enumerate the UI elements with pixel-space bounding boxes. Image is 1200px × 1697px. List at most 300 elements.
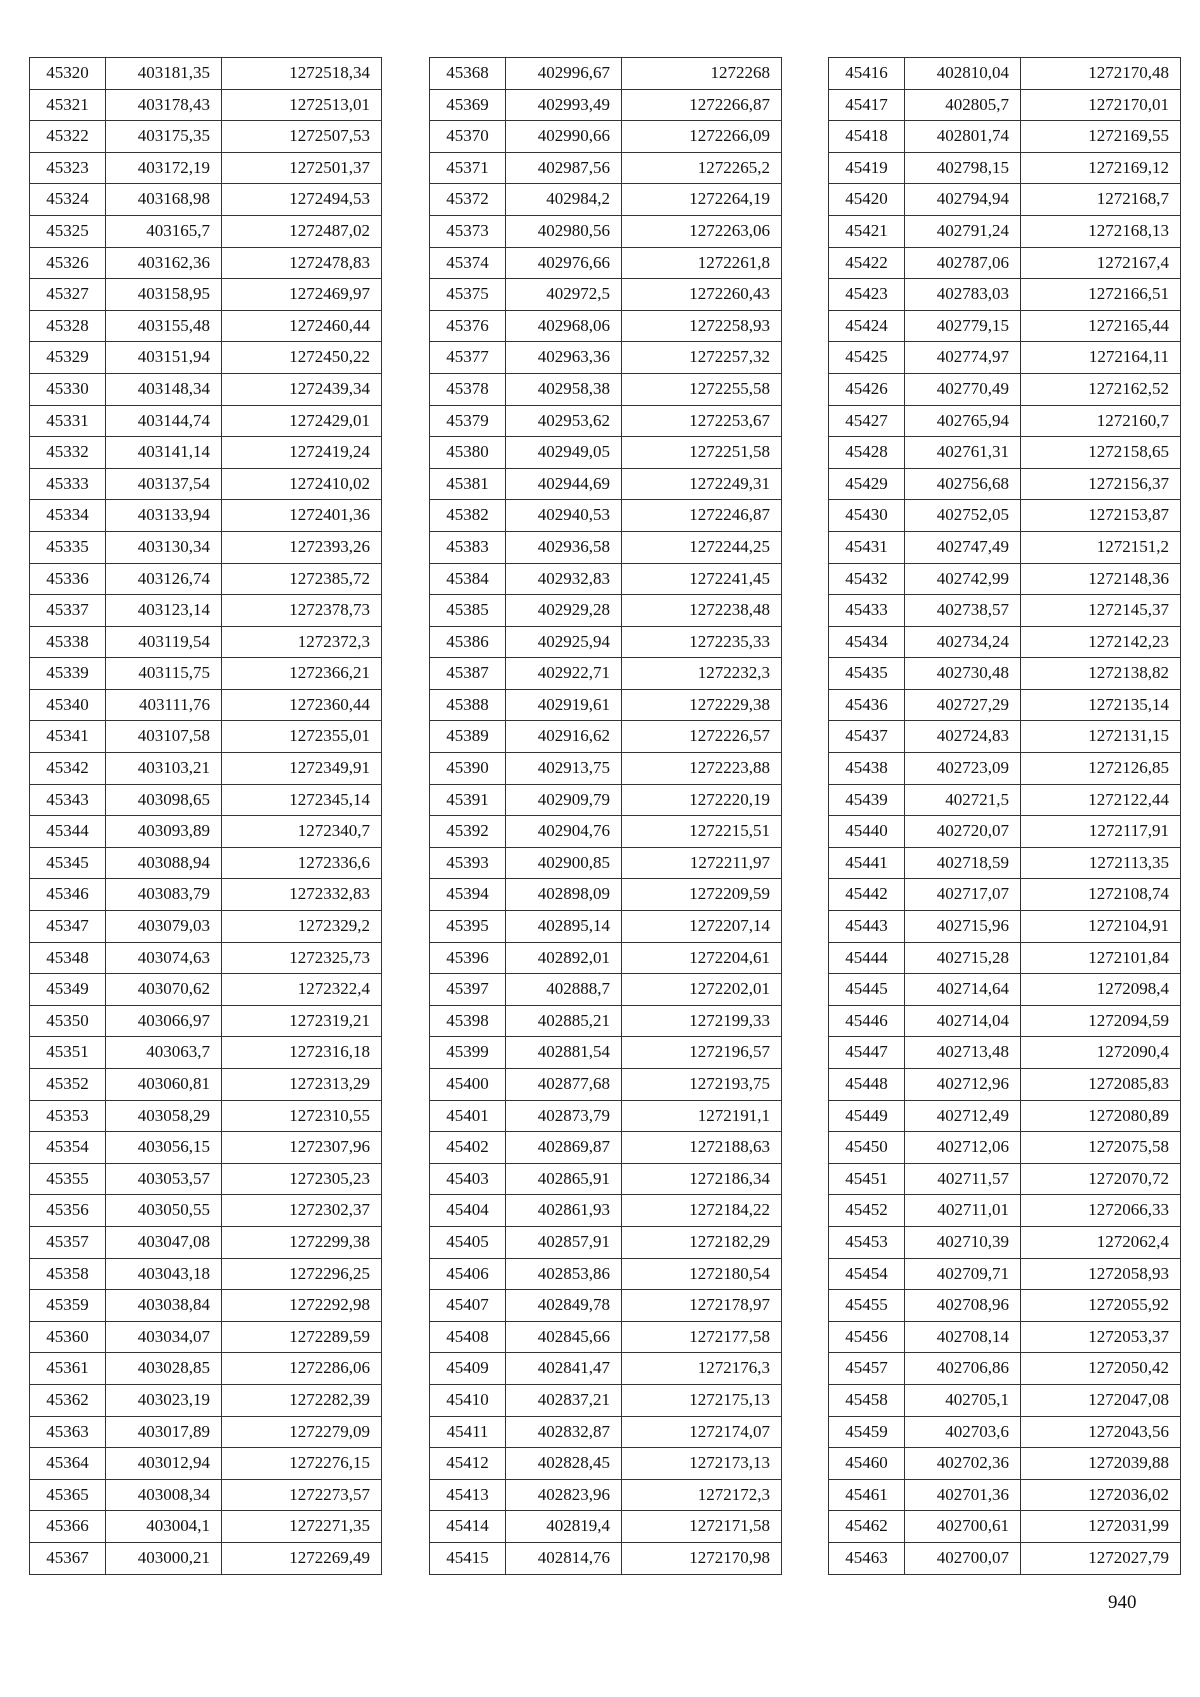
table-row: [829, 1005, 1181, 1037]
y-coordinate-cell: 1272258,93: [622, 310, 782, 342]
table-row: [30, 816, 382, 848]
point-number-cell: 45363: [30, 1416, 106, 1448]
table-row: [430, 310, 782, 342]
table-row: [30, 1353, 382, 1385]
y-coordinate-cell: 1272075,58: [1021, 1132, 1181, 1164]
x-coordinate-cell: 403034,07: [106, 1321, 222, 1353]
point-number-cell: 45390: [430, 753, 506, 785]
point-number-cell: 45404: [430, 1195, 506, 1227]
y-coordinate-cell: 1272266,87: [622, 89, 782, 121]
point-number-cell: 45453: [829, 1226, 905, 1258]
x-coordinate-cell: 402944,69: [506, 468, 622, 500]
table-row: [829, 215, 1181, 247]
point-number-cell: 45349: [30, 974, 106, 1006]
point-number-cell: 45361: [30, 1353, 106, 1385]
y-coordinate-cell: 1272329,2: [222, 911, 382, 943]
table-row: [829, 784, 1181, 816]
point-number-cell: 45432: [829, 563, 905, 595]
table-row: [829, 658, 1181, 690]
y-coordinate-cell: 1272182,29: [622, 1226, 782, 1258]
table-row: [30, 595, 382, 627]
y-coordinate-cell: 1272220,19: [622, 784, 782, 816]
x-coordinate-cell: 402787,06: [905, 247, 1021, 279]
point-number-cell: 45399: [430, 1037, 506, 1069]
point-number-cell: 45447: [829, 1037, 905, 1069]
table-row: [30, 500, 382, 532]
table-row: [829, 1163, 1181, 1195]
y-coordinate-cell: 1272173,13: [622, 1448, 782, 1480]
y-coordinate-cell: 1272090,4: [1021, 1037, 1181, 1069]
table-row: [829, 468, 1181, 500]
point-number-cell: 45420: [829, 184, 905, 216]
point-number-cell: 45400: [430, 1069, 506, 1101]
x-coordinate-cell: 402814,76: [506, 1542, 622, 1574]
x-coordinate-cell: 402794,94: [905, 184, 1021, 216]
table-row: [30, 1416, 382, 1448]
table-row: [30, 1100, 382, 1132]
table-row: [30, 1479, 382, 1511]
point-number-cell: 45408: [430, 1321, 506, 1353]
point-number-cell: 45383: [430, 531, 506, 563]
y-coordinate-cell: 1272168,13: [1021, 215, 1181, 247]
table-row: [430, 1069, 782, 1101]
y-coordinate-cell: 1272410,02: [222, 468, 382, 500]
y-coordinate-cell: 1272184,22: [622, 1195, 782, 1227]
table-row: [430, 468, 782, 500]
y-coordinate-cell: 1272167,4: [1021, 247, 1181, 279]
table-row: [30, 1163, 382, 1195]
y-coordinate-cell: 1272215,51: [622, 816, 782, 848]
table-row: [829, 342, 1181, 374]
point-number-cell: 45376: [430, 310, 506, 342]
table-row: [30, 658, 382, 690]
table-row: [30, 342, 382, 374]
point-number-cell: 45394: [430, 879, 506, 911]
x-coordinate-cell: 402714,04: [905, 1005, 1021, 1037]
table-row: [829, 310, 1181, 342]
point-number-cell: 45336: [30, 563, 106, 595]
point-number-cell: 45357: [30, 1226, 106, 1258]
y-coordinate-cell: 1272207,14: [622, 911, 782, 943]
y-coordinate-cell: 1272148,36: [1021, 563, 1181, 595]
x-coordinate-cell: 403107,58: [106, 721, 222, 753]
y-coordinate-cell: 1272166,51: [1021, 279, 1181, 311]
point-number-cell: 45369: [430, 89, 506, 121]
table-row: [829, 184, 1181, 216]
point-number-cell: 45398: [430, 1005, 506, 1037]
table-row: [430, 1005, 782, 1037]
table-row: [30, 626, 382, 658]
x-coordinate-cell: 402881,54: [506, 1037, 622, 1069]
y-coordinate-cell: 1272513,01: [222, 89, 382, 121]
y-coordinate-cell: 1272135,14: [1021, 689, 1181, 721]
point-number-cell: 45341: [30, 721, 106, 753]
y-coordinate-cell: 1272276,15: [222, 1448, 382, 1480]
y-coordinate-cell: 1272188,63: [622, 1132, 782, 1164]
x-coordinate-cell: 403060,81: [106, 1069, 222, 1101]
x-coordinate-cell: 402909,79: [506, 784, 622, 816]
y-coordinate-cell: 1272401,36: [222, 500, 382, 532]
table-row: [430, 847, 782, 879]
x-coordinate-cell: 403043,18: [106, 1258, 222, 1290]
table-row: [30, 121, 382, 153]
x-coordinate-cell: 402925,94: [506, 626, 622, 658]
table-row: [430, 1511, 782, 1543]
x-coordinate-cell: 403083,79: [106, 879, 222, 911]
table-row: [430, 1226, 782, 1258]
y-coordinate-cell: 1272177,58: [622, 1321, 782, 1353]
x-coordinate-cell: 402877,68: [506, 1069, 622, 1101]
y-coordinate-cell: 1272501,37: [222, 152, 382, 184]
y-coordinate-cell: 1272170,98: [622, 1542, 782, 1574]
x-coordinate-cell: 402711,01: [905, 1195, 1021, 1227]
table-row: [30, 784, 382, 816]
x-coordinate-cell: 402791,24: [905, 215, 1021, 247]
y-coordinate-cell: 1272244,25: [622, 531, 782, 563]
point-number-cell: 45353: [30, 1100, 106, 1132]
x-coordinate-cell: 403181,35: [106, 58, 222, 90]
x-coordinate-cell: 402823,96: [506, 1479, 622, 1511]
y-coordinate-cell: 1272170,01: [1021, 89, 1181, 121]
x-coordinate-cell: 402752,05: [905, 500, 1021, 532]
y-coordinate-cell: 1272191,1: [622, 1100, 782, 1132]
coordinate-table-3: [828, 57, 1181, 1575]
y-coordinate-cell: 1272101,84: [1021, 942, 1181, 974]
table-row: [30, 373, 382, 405]
table-row: [430, 658, 782, 690]
x-coordinate-cell: 403063,7: [106, 1037, 222, 1069]
x-coordinate-cell: 402717,07: [905, 879, 1021, 911]
x-coordinate-cell: 403056,15: [106, 1132, 222, 1164]
point-number-cell: 45332: [30, 437, 106, 469]
table-row: [829, 1542, 1181, 1574]
x-coordinate-cell: 403050,55: [106, 1195, 222, 1227]
x-coordinate-cell: 403130,34: [106, 531, 222, 563]
point-number-cell: 45451: [829, 1163, 905, 1195]
point-number-cell: 45407: [430, 1290, 506, 1322]
x-coordinate-cell: 402849,78: [506, 1290, 622, 1322]
table-row: [829, 626, 1181, 658]
point-number-cell: 45334: [30, 500, 106, 532]
table-row: [430, 152, 782, 184]
point-number-cell: 45367: [30, 1542, 106, 1574]
y-coordinate-cell: 1272478,83: [222, 247, 382, 279]
table-row: [829, 1448, 1181, 1480]
table-row: [30, 1321, 382, 1353]
x-coordinate-cell: 402702,36: [905, 1448, 1021, 1480]
point-number-cell: 45352: [30, 1069, 106, 1101]
table-row: [30, 1448, 382, 1480]
point-number-cell: 45326: [30, 247, 106, 279]
x-coordinate-cell: 402865,91: [506, 1163, 622, 1195]
y-coordinate-cell: 1272322,4: [222, 974, 382, 1006]
x-coordinate-cell: 402984,2: [506, 184, 622, 216]
coordinate-table-2: [429, 57, 782, 1575]
table-row: [829, 1353, 1181, 1385]
point-number-cell: 45382: [430, 500, 506, 532]
point-number-cell: 45423: [829, 279, 905, 311]
y-coordinate-cell: 1272122,44: [1021, 784, 1181, 816]
point-number-cell: 45403: [430, 1163, 506, 1195]
x-coordinate-cell: 403168,98: [106, 184, 222, 216]
point-number-cell: 45405: [430, 1226, 506, 1258]
table-row: [829, 152, 1181, 184]
y-coordinate-cell: 1272378,73: [222, 595, 382, 627]
x-coordinate-cell: 403165,7: [106, 215, 222, 247]
point-number-cell: 45377: [430, 342, 506, 374]
x-coordinate-cell: 402996,67: [506, 58, 622, 90]
y-coordinate-cell: 1272126,85: [1021, 753, 1181, 785]
x-coordinate-cell: 402709,71: [905, 1258, 1021, 1290]
table-row: [30, 531, 382, 563]
x-coordinate-cell: 403088,94: [106, 847, 222, 879]
table-row: [430, 1542, 782, 1574]
x-coordinate-cell: 402987,56: [506, 152, 622, 184]
x-coordinate-cell: 403058,29: [106, 1100, 222, 1132]
table-row: [30, 247, 382, 279]
point-number-cell: 45460: [829, 1448, 905, 1480]
point-number-cell: 45386: [430, 626, 506, 658]
point-number-cell: 45413: [430, 1479, 506, 1511]
y-coordinate-cell: 1272385,72: [222, 563, 382, 595]
y-coordinate-cell: 1272027,79: [1021, 1542, 1181, 1574]
table-row: [30, 1384, 382, 1416]
y-coordinate-cell: 1272156,37: [1021, 468, 1181, 500]
table-row: [430, 1448, 782, 1480]
y-coordinate-cell: 1272268: [622, 58, 782, 90]
table-row: [829, 373, 1181, 405]
y-coordinate-cell: 1272229,38: [622, 689, 782, 721]
y-coordinate-cell: 1272145,37: [1021, 595, 1181, 627]
point-number-cell: 45370: [430, 121, 506, 153]
table-row: [30, 279, 382, 311]
point-number-cell: 45391: [430, 784, 506, 816]
table-row: [30, 753, 382, 785]
table-row: [430, 595, 782, 627]
y-coordinate-cell: 1272260,43: [622, 279, 782, 311]
y-coordinate-cell: 1272055,92: [1021, 1290, 1181, 1322]
y-coordinate-cell: 1272336,6: [222, 847, 382, 879]
table-row: [430, 184, 782, 216]
point-number-cell: 45340: [30, 689, 106, 721]
table-row: [430, 753, 782, 785]
y-coordinate-cell: 1272313,29: [222, 1069, 382, 1101]
y-coordinate-cell: 1272292,98: [222, 1290, 382, 1322]
point-number-cell: 45452: [829, 1195, 905, 1227]
x-coordinate-cell: 403074,63: [106, 942, 222, 974]
x-coordinate-cell: 403119,54: [106, 626, 222, 658]
y-coordinate-cell: 1272235,33: [622, 626, 782, 658]
y-coordinate-cell: 1272355,01: [222, 721, 382, 753]
table-row: [829, 1069, 1181, 1101]
y-coordinate-cell: 1272232,3: [622, 658, 782, 690]
y-coordinate-cell: 1272261,8: [622, 247, 782, 279]
x-coordinate-cell: 403079,03: [106, 911, 222, 943]
table-row: [829, 847, 1181, 879]
table-row: [30, 911, 382, 943]
x-coordinate-cell: 403066,97: [106, 1005, 222, 1037]
table-row: [30, 1290, 382, 1322]
y-coordinate-cell: 1272325,73: [222, 942, 382, 974]
x-coordinate-cell: 402734,24: [905, 626, 1021, 658]
table-row: [829, 879, 1181, 911]
x-coordinate-cell: 402710,39: [905, 1226, 1021, 1258]
point-number-cell: 45425: [829, 342, 905, 374]
point-number-cell: 45435: [829, 658, 905, 690]
table-row: [430, 1290, 782, 1322]
y-coordinate-cell: 1272307,96: [222, 1132, 382, 1164]
table-row: [829, 89, 1181, 121]
y-coordinate-cell: 1272178,97: [622, 1290, 782, 1322]
x-coordinate-cell: 402929,28: [506, 595, 622, 627]
point-number-cell: 45454: [829, 1258, 905, 1290]
table-row: [430, 1416, 782, 1448]
x-coordinate-cell: 403023,19: [106, 1384, 222, 1416]
point-number-cell: 45424: [829, 310, 905, 342]
x-coordinate-cell: 402713,48: [905, 1037, 1021, 1069]
x-coordinate-cell: 403047,08: [106, 1226, 222, 1258]
point-number-cell: 45426: [829, 373, 905, 405]
x-coordinate-cell: 402705,1: [905, 1384, 1021, 1416]
point-number-cell: 45362: [30, 1384, 106, 1416]
table-row: [30, 1069, 382, 1101]
point-number-cell: 45392: [430, 816, 506, 848]
table-row: [30, 58, 382, 90]
x-coordinate-cell: 402972,5: [506, 279, 622, 311]
table-row: [829, 1100, 1181, 1132]
table-row: [430, 879, 782, 911]
y-coordinate-cell: 1272299,38: [222, 1226, 382, 1258]
point-number-cell: 45427: [829, 405, 905, 437]
x-coordinate-cell: 402724,83: [905, 721, 1021, 753]
point-number-cell: 45360: [30, 1321, 106, 1353]
x-coordinate-cell: 402801,74: [905, 121, 1021, 153]
point-number-cell: 45330: [30, 373, 106, 405]
table-row: [829, 1132, 1181, 1164]
table-row: [30, 942, 382, 974]
point-number-cell: 45346: [30, 879, 106, 911]
table-row: [430, 1037, 782, 1069]
point-number-cell: 45411: [430, 1416, 506, 1448]
point-number-cell: 45384: [430, 563, 506, 595]
point-number-cell: 45342: [30, 753, 106, 785]
table-row: [30, 1542, 382, 1574]
table-row: [430, 1132, 782, 1164]
x-coordinate-cell: 403158,95: [106, 279, 222, 311]
y-coordinate-cell: 1272226,57: [622, 721, 782, 753]
y-coordinate-cell: 1272117,91: [1021, 816, 1181, 848]
table-row: [829, 1195, 1181, 1227]
x-coordinate-cell: 402819,4: [506, 1511, 622, 1543]
table-row: [430, 89, 782, 121]
x-coordinate-cell: 402936,58: [506, 531, 622, 563]
x-coordinate-cell: 403175,35: [106, 121, 222, 153]
table-row: [829, 1479, 1181, 1511]
point-number-cell: 45320: [30, 58, 106, 90]
table-row: [829, 531, 1181, 563]
x-coordinate-cell: 402832,87: [506, 1416, 622, 1448]
point-number-cell: 45409: [430, 1353, 506, 1385]
point-number-cell: 45344: [30, 816, 106, 848]
x-coordinate-cell: 402715,28: [905, 942, 1021, 974]
table-row: [430, 279, 782, 311]
y-coordinate-cell: 1272151,2: [1021, 531, 1181, 563]
y-coordinate-cell: 1272319,21: [222, 1005, 382, 1037]
y-coordinate-cell: 1272263,06: [622, 215, 782, 247]
page-number: 940: [1108, 1592, 1137, 1613]
point-number-cell: 45335: [30, 531, 106, 563]
y-coordinate-cell: 1272142,23: [1021, 626, 1181, 658]
point-number-cell: 45396: [430, 942, 506, 974]
point-number-cell: 45459: [829, 1416, 905, 1448]
point-number-cell: 45387: [430, 658, 506, 690]
point-number-cell: 45455: [829, 1290, 905, 1322]
x-coordinate-cell: 402756,68: [905, 468, 1021, 500]
point-number-cell: 45333: [30, 468, 106, 500]
point-number-cell: 45372: [430, 184, 506, 216]
table-row: [30, 468, 382, 500]
table-row: [30, 1132, 382, 1164]
point-number-cell: 45422: [829, 247, 905, 279]
point-number-cell: 45412: [430, 1448, 506, 1480]
x-coordinate-cell: 402720,07: [905, 816, 1021, 848]
point-number-cell: 45443: [829, 911, 905, 943]
table-row: [430, 816, 782, 848]
point-number-cell: 45456: [829, 1321, 905, 1353]
point-number-cell: 45441: [829, 847, 905, 879]
x-coordinate-cell: 402845,66: [506, 1321, 622, 1353]
table-row: [829, 500, 1181, 532]
x-coordinate-cell: 402885,21: [506, 1005, 622, 1037]
x-coordinate-cell: 403133,94: [106, 500, 222, 532]
point-number-cell: 45371: [430, 152, 506, 184]
x-coordinate-cell: 402711,57: [905, 1163, 1021, 1195]
point-number-cell: 45395: [430, 911, 506, 943]
x-coordinate-cell: 402993,49: [506, 89, 622, 121]
point-number-cell: 45338: [30, 626, 106, 658]
y-coordinate-cell: 1272246,87: [622, 500, 782, 532]
y-coordinate-cell: 1272199,33: [622, 1005, 782, 1037]
x-coordinate-cell: 402963,36: [506, 342, 622, 374]
point-number-cell: 45351: [30, 1037, 106, 1069]
x-coordinate-cell: 402747,49: [905, 531, 1021, 563]
x-coordinate-cell: 402712,96: [905, 1069, 1021, 1101]
table-row: [30, 689, 382, 721]
table-row: [829, 563, 1181, 595]
x-coordinate-cell: 402841,47: [506, 1353, 622, 1385]
table-row: [30, 879, 382, 911]
point-number-cell: 45366: [30, 1511, 106, 1543]
point-number-cell: 45397: [430, 974, 506, 1006]
point-number-cell: 45462: [829, 1511, 905, 1543]
point-number-cell: 45323: [30, 152, 106, 184]
table-row: [430, 1100, 782, 1132]
table-row: [30, 152, 382, 184]
table-row: [829, 911, 1181, 943]
y-coordinate-cell: 1272160,7: [1021, 405, 1181, 437]
table-row: [430, 121, 782, 153]
point-number-cell: 45434: [829, 626, 905, 658]
y-coordinate-cell: 1272062,4: [1021, 1226, 1181, 1258]
point-number-cell: 45444: [829, 942, 905, 974]
table-row: [430, 721, 782, 753]
x-coordinate-cell: 402898,09: [506, 879, 622, 911]
point-number-cell: 45406: [430, 1258, 506, 1290]
x-coordinate-cell: 403111,76: [106, 689, 222, 721]
point-number-cell: 45416: [829, 58, 905, 90]
point-number-cell: 45437: [829, 721, 905, 753]
table-row: [30, 1195, 382, 1227]
